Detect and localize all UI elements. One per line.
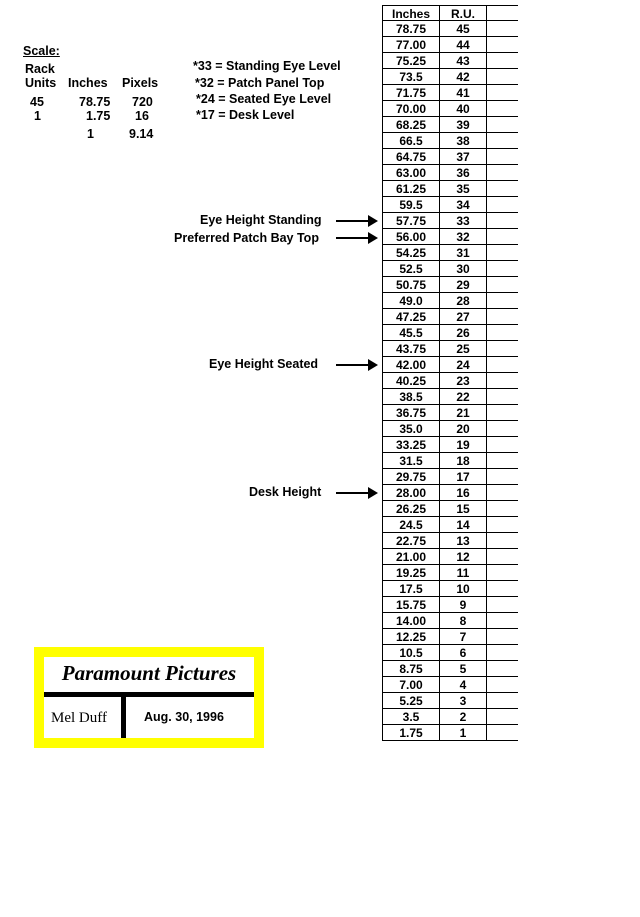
header-ru: R.U. <box>451 7 475 21</box>
scale-units-1: 45 <box>30 95 44 109</box>
cell-inches: 52.5 <box>399 262 423 276</box>
header-inches: Inches <box>391 7 430 21</box>
table-row <box>382 405 518 421</box>
cell-inches: 56.00 <box>395 230 427 244</box>
table-row <box>382 709 518 725</box>
cell-ru: 19 <box>456 438 470 452</box>
table-row <box>382 117 518 133</box>
table-row <box>382 373 518 389</box>
marker-label-seated: Eye Height Seated <box>209 357 319 371</box>
cell-ru: 25 <box>456 342 470 356</box>
table-row <box>382 597 518 613</box>
table-row <box>382 533 518 549</box>
arrow-icon <box>336 359 378 371</box>
table-row <box>382 101 518 117</box>
table-row <box>382 53 518 69</box>
cell-inches: 70.00 <box>395 102 427 116</box>
cell-ru: 3 <box>459 694 467 708</box>
cell-ru: 44 <box>456 38 470 52</box>
rack-unit-table <box>382 5 518 741</box>
cell-ru: 39 <box>456 118 470 132</box>
table-row <box>382 693 518 709</box>
scale-units-2: 1 <box>34 109 41 123</box>
table-row <box>382 389 518 405</box>
cell-inches: 54.25 <box>395 246 427 260</box>
table-row <box>382 645 518 661</box>
cell-ru: 14 <box>456 518 470 532</box>
cell-ru: 30 <box>456 262 470 276</box>
table-row <box>382 21 518 37</box>
cell-inches: 17.5 <box>399 582 423 596</box>
cell-ru: 21 <box>456 406 470 420</box>
table-row <box>382 421 518 437</box>
scale-title: Scale: <box>23 44 60 58</box>
table-row <box>382 149 518 165</box>
cell-ru: 23 <box>456 374 470 388</box>
cell-inches: 29.75 <box>395 470 427 484</box>
arrow-icon <box>336 215 378 227</box>
cell-inches: 21.00 <box>395 550 427 564</box>
table-row <box>382 309 518 325</box>
table-row <box>382 629 518 645</box>
table-row <box>382 437 518 453</box>
cell-ru: 12 <box>456 550 470 564</box>
marker-label-desk: Desk Height <box>249 485 322 499</box>
cell-inches: 49.0 <box>399 294 423 308</box>
table-row <box>382 245 518 261</box>
table-row <box>382 677 518 693</box>
cell-inches: 26.25 <box>395 502 427 516</box>
cell-ru: 33 <box>456 214 470 228</box>
cell-inches: 5.25 <box>399 694 423 708</box>
company-name: Paramount Pictures <box>61 661 237 685</box>
cell-ru: 40 <box>456 102 470 116</box>
cell-ru: 27 <box>456 310 470 324</box>
cell-inches: 15.75 <box>395 598 427 612</box>
cell-ru: 15 <box>456 502 470 516</box>
table-row <box>382 133 518 149</box>
cell-inches: 64.75 <box>395 150 427 164</box>
scale-col-rack: Rack <box>25 62 55 76</box>
cell-ru: 41 <box>456 86 470 100</box>
cell-ru: 6 <box>459 646 467 660</box>
cell-ru: 11 <box>456 566 470 580</box>
cell-inches: 59.5 <box>399 198 423 212</box>
cell-inches: 24.5 <box>399 518 423 532</box>
cell-inches: 22.75 <box>395 534 427 548</box>
cell-inches: 68.25 <box>395 118 427 132</box>
cell-inches: 73.5 <box>399 70 423 84</box>
table-row <box>382 581 518 597</box>
note-desk: *17 = Desk Level <box>196 108 295 122</box>
cell-inches: 8.75 <box>399 662 423 676</box>
table-row <box>382 69 518 85</box>
table-row <box>382 165 518 181</box>
table-row <box>382 197 518 213</box>
table-row <box>382 613 518 629</box>
scale-pixels-2: 16 <box>135 109 149 123</box>
scale-col-pixels: Pixels <box>122 76 159 90</box>
table-row <box>382 501 518 517</box>
table-row <box>382 341 518 357</box>
cell-inches: 14.00 <box>395 614 427 628</box>
scale-col-units: Units <box>25 76 57 90</box>
cell-inches: 33.25 <box>395 438 427 452</box>
cell-ru: 16 <box>456 486 470 500</box>
cell-inches: 1.75 <box>399 726 423 740</box>
cell-ru: 5 <box>459 662 467 676</box>
cell-inches: 78.75 <box>395 22 427 36</box>
table-row <box>382 565 518 581</box>
table-row <box>382 293 518 309</box>
cell-inches: 36.75 <box>395 406 427 420</box>
cell-inches: 31.5 <box>399 454 423 468</box>
cell-ru: 4 <box>459 678 467 692</box>
cell-inches: 47.25 <box>395 310 427 324</box>
cell-ru: 35 <box>456 182 470 196</box>
cell-inches: 50.75 <box>395 278 427 292</box>
table-row <box>382 261 518 277</box>
table-row <box>382 37 518 53</box>
cell-inches: 3.5 <box>402 710 420 724</box>
cell-ru: 9 <box>459 598 467 612</box>
cell-ru: 26 <box>456 326 470 340</box>
table-row <box>382 325 518 341</box>
table-row <box>382 725 518 741</box>
table-row <box>382 469 518 485</box>
table-row <box>382 181 518 197</box>
cell-ru: 24 <box>456 358 470 372</box>
cell-ru: 42 <box>456 70 470 84</box>
title-block <box>34 647 264 748</box>
cell-ru: 10 <box>456 582 470 596</box>
table-row <box>382 229 518 245</box>
cell-ru: 45 <box>456 22 470 36</box>
table-row <box>382 661 518 677</box>
cell-ru: 17 <box>456 470 470 484</box>
arrow-icon <box>336 487 378 499</box>
table-row <box>382 357 518 373</box>
cell-ru: 7 <box>459 630 467 644</box>
cell-inches: 61.25 <box>395 182 427 196</box>
cell-inches: 28.00 <box>395 486 427 500</box>
cell-ru: 13 <box>456 534 470 548</box>
cell-ru: 38 <box>456 134 470 148</box>
cell-inches: 45.5 <box>399 326 423 340</box>
cell-inches: 66.5 <box>399 134 423 148</box>
cell-inches: 57.75 <box>395 214 427 228</box>
cell-ru: 31 <box>456 246 470 260</box>
note-standing: *33 = Standing Eye Level <box>193 59 341 73</box>
scale-inches-1: 78.75 <box>79 95 111 109</box>
table-row <box>382 453 518 469</box>
scale-col-inches: Inches <box>68 76 108 90</box>
table-row <box>382 213 518 229</box>
cell-ru: 43 <box>456 54 470 68</box>
cell-ru: 29 <box>456 278 470 292</box>
table-row <box>382 517 518 533</box>
scale-inches-2: 1.75 <box>86 109 111 123</box>
cell-inches: 40.25 <box>395 374 427 388</box>
note-seated: *24 = Seated Eye Level <box>196 92 332 106</box>
cell-inches: 77.00 <box>395 38 427 52</box>
scale-pixels-1: 720 <box>132 95 153 109</box>
table-row <box>382 549 518 565</box>
cell-inches: 7.00 <box>399 678 423 692</box>
cell-ru: 8 <box>459 614 467 628</box>
arrow-icon <box>336 232 378 244</box>
cell-inches: 71.75 <box>395 86 427 100</box>
cell-inches: 63.00 <box>395 166 427 180</box>
cell-inches: 19.25 <box>395 566 427 580</box>
cell-ru: 20 <box>456 422 470 436</box>
cell-inches: 10.5 <box>399 646 423 660</box>
cell-inches: 75.25 <box>395 54 427 68</box>
table-row <box>382 485 518 501</box>
cell-ru: 34 <box>456 198 470 212</box>
marker-label-patch-bay: Preferred Patch Bay Top <box>174 231 319 245</box>
author-name: Mel Duff <box>51 710 107 726</box>
scale-inches-3: 1 <box>87 127 94 141</box>
cell-ru: 2 <box>459 710 467 724</box>
cell-ru: 32 <box>456 230 470 244</box>
cell-inches: 12.25 <box>395 630 427 644</box>
marker-label-standing: Eye Height Standing <box>200 213 322 227</box>
table-row <box>382 277 518 293</box>
cell-ru: 28 <box>456 294 470 308</box>
date: Aug. 30, 1996 <box>144 710 224 724</box>
cell-inches: 35.0 <box>399 422 423 436</box>
cell-ru: 18 <box>456 454 470 468</box>
cell-ru: 22 <box>456 390 470 404</box>
cell-inches: 42.00 <box>395 358 427 372</box>
cell-ru: 36 <box>456 166 470 180</box>
cell-inches: 38.5 <box>399 390 423 404</box>
cell-ru: 1 <box>459 726 467 740</box>
scale-pixels-3: 9.14 <box>129 127 154 141</box>
cell-ru: 37 <box>456 150 470 164</box>
note-patch: *32 = Patch Panel Top <box>195 76 325 90</box>
cell-inches: 43.75 <box>395 342 427 356</box>
table-row <box>382 85 518 101</box>
table-header <box>382 5 518 21</box>
